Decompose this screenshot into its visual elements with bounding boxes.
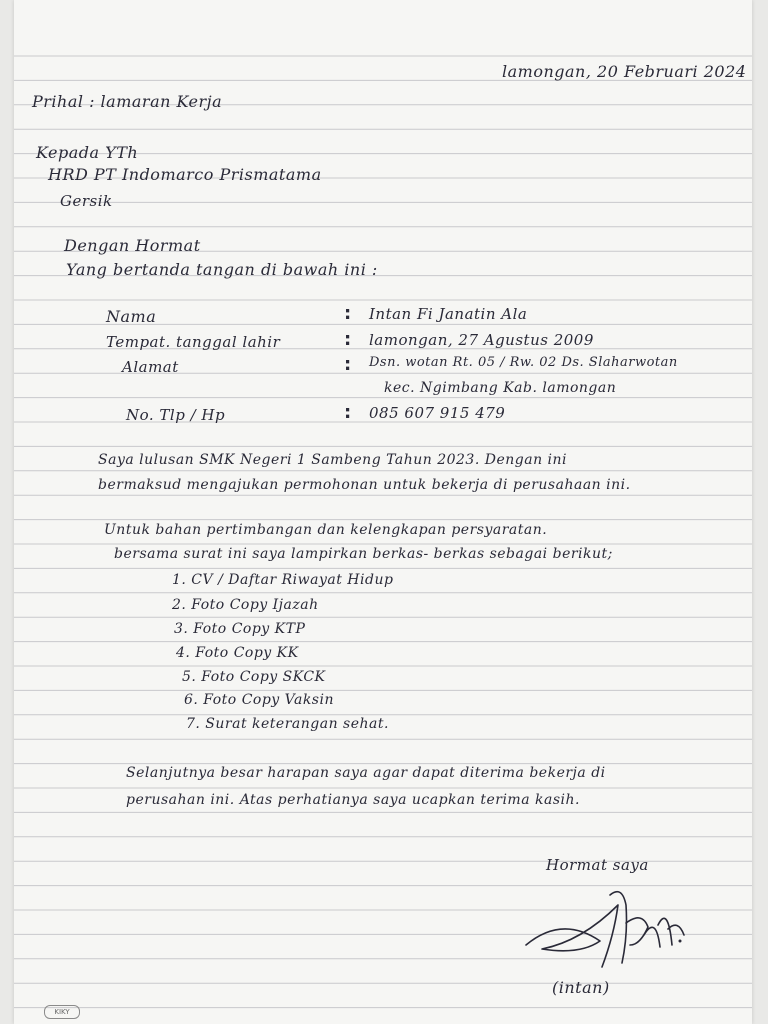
list-item: 3. Foto Copy KTP (174, 621, 306, 637)
recipient-company: HRD PT Indomarco Prismatama (48, 165, 322, 184)
list-item: 1. CV / Daftar Riwayat Hidup (172, 572, 394, 588)
paragraph-2-line-1: Untuk bahan pertimbangan dan kelengkapan persyaratan. (104, 522, 548, 538)
list-item: 7. Surat keterangan sehat. (186, 716, 389, 732)
recipient-salutation: Kepada YTh (36, 143, 139, 162)
identity-value-address-line1: Dsn. wotan Rt. 05 / Rw. 02 Ds. Slaharwotan (369, 355, 678, 370)
identity-label-birth: Tempat. tanggal lahir (106, 333, 281, 351)
identity-value-birth: lamongan, 27 Agustus 2009 (369, 331, 594, 349)
paragraph-1-line-1: Saya lulusan SMK Negeri 1 Sambeng Tahun 2023. Dengan ini (98, 452, 568, 468)
signer-name: (intan) (552, 978, 610, 997)
paragraph-2-line-2: bersama surat ini saya lampirkan berkas- berkas sebagai berikut; (114, 546, 613, 562)
handwritten-signature (522, 875, 692, 975)
identity-value-name: Intan Fi Janatin Ala (369, 305, 528, 323)
identity-label-phone: No. Tlp / Hp (126, 406, 226, 424)
greeting: Dengan Hormat (64, 236, 201, 255)
list-item: 5. Foto Copy SKCK (182, 669, 326, 685)
identity-label-name: Nama (106, 307, 157, 326)
list-item: 6. Foto Copy Vaksin (184, 692, 334, 708)
lined-paper (14, 0, 752, 1024)
recipient-city: Gersik (60, 192, 113, 210)
colon: : (344, 329, 352, 350)
sign-off: Hormat saya (546, 856, 649, 874)
colon: : (344, 303, 352, 324)
paragraph-1-line-2: bermaksud mengajukan permohonan untuk bekerja di perusahaan ini. (98, 477, 631, 493)
colon: : (344, 402, 352, 423)
identity-value-address-line2: kec. Ngimbang Kab. lamongan (384, 380, 617, 396)
list-item: 4. Foto Copy KK (176, 645, 299, 661)
list-item: 2. Foto Copy Ijazah (172, 597, 319, 613)
identity-label-address: Alamat (122, 358, 179, 376)
closing-line-2: perusahan ini. Atas perhatianya saya ucapkan terima kasih. (126, 792, 580, 808)
closing-line-1: Selanjutnya besar harapan saya agar dapat diterima bekerja di (126, 765, 606, 781)
identity-value-phone: 085 607 915 479 (369, 404, 506, 422)
intro-line: Yang bertanda tangan di bawah ini : (66, 260, 378, 279)
paper-brand-logo: KIKY (44, 1005, 80, 1019)
colon: : (344, 354, 352, 375)
place-date: lamongan, 20 Februari 2024 (502, 62, 747, 81)
subject-line: Prihal : lamaran Kerja (32, 92, 223, 111)
